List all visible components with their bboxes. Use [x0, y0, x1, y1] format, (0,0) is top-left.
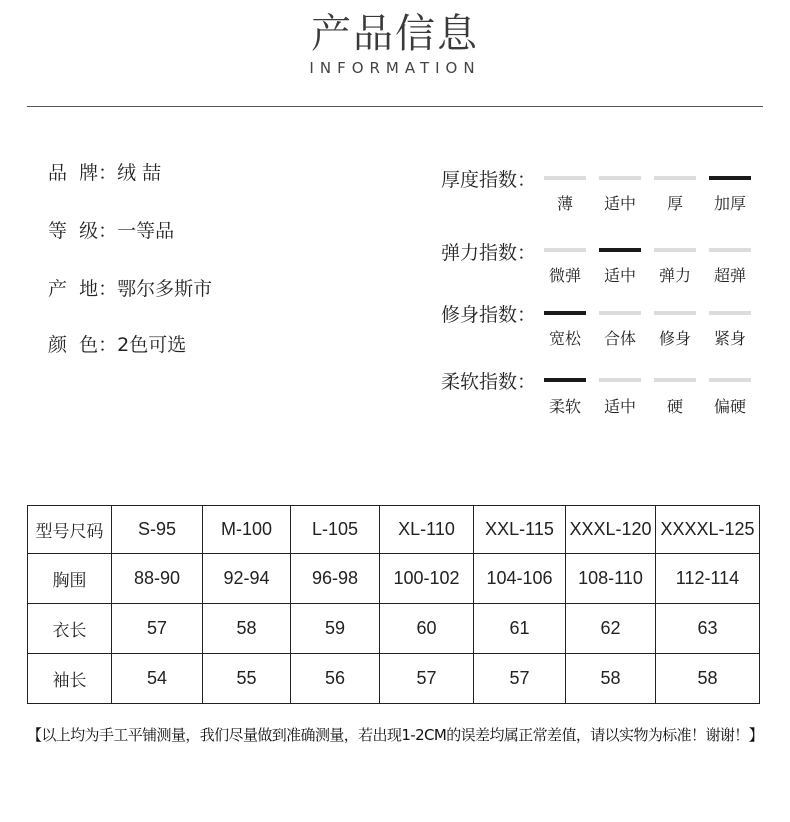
softness-scale-option: 硬 [666, 397, 683, 416]
fit-scale-option: 修身 [658, 329, 691, 348]
fit-index-label: 修身指数： [441, 304, 537, 326]
table-cell: 112-114 [656, 554, 760, 604]
elasticity-scale-option: 微弹 [548, 266, 581, 285]
table-header-cell: 型号尺码 [28, 506, 112, 554]
info-row-grade [48, 216, 174, 243]
fit-scale-option: 合体 [603, 329, 636, 348]
table-cell: 60 [380, 604, 474, 654]
fit-scale-bar-4 [709, 311, 751, 315]
softness-index-label: 柔软指数： [441, 371, 537, 393]
elasticity-scale-bar-1 [544, 248, 586, 252]
info-value: 一等品 [117, 220, 175, 242]
page-title: 产品信息 [311, 11, 479, 57]
info-value: 鄂尔多斯市 [117, 278, 213, 300]
thickness-scale-option: 适中 [603, 194, 636, 213]
table-cell: 57 [112, 604, 203, 654]
info-label: 产 地 [48, 278, 99, 300]
table-row [28, 604, 760, 654]
info-sep: ： [98, 278, 118, 300]
softness-scale-bar-2 [599, 378, 641, 382]
thickness-scale-option: 加厚 [713, 194, 746, 213]
elasticity-index-label: 弹力指数： [441, 242, 537, 264]
thickness-index-label: 厚度指数： [441, 169, 537, 191]
table-row [28, 554, 760, 604]
table-cell: 92-94 [203, 554, 291, 604]
thickness-scale-bar-3 [654, 176, 696, 180]
page-subtitle: INFORMATION [309, 59, 481, 77]
info-value: 2色可选 [117, 334, 187, 356]
table-cell: 胸围 [28, 554, 112, 604]
info-row-origin [48, 274, 212, 301]
size-table [27, 505, 760, 704]
table-cell: 58 [656, 654, 760, 704]
softness-scale-bar-1 [544, 378, 586, 382]
table-row [28, 654, 760, 704]
table-header-cell: XXL-115 [474, 506, 566, 554]
info-sep: ： [98, 220, 118, 242]
table-cell: 衣长 [28, 604, 112, 654]
table-cell: 58 [566, 654, 656, 704]
table-header-cell: L-105 [291, 506, 380, 554]
elasticity-scale-bar-4 [709, 248, 751, 252]
table-cell: 54 [112, 654, 203, 704]
thickness-scale-bar-1 [544, 176, 586, 180]
table-cell: 59 [291, 604, 380, 654]
table-cell: 108-110 [566, 554, 656, 604]
softness-scale-option: 适中 [603, 397, 636, 416]
elasticity-scale-bar-2 [599, 248, 641, 252]
table-header-cell: XXXL-120 [566, 506, 656, 554]
table-header-cell: XL-110 [380, 506, 474, 554]
elasticity-scale-option: 适中 [603, 266, 636, 285]
info-value: 绒 喆 [117, 162, 162, 184]
info-row-color [48, 330, 186, 357]
elasticity-scale-option: 弹力 [658, 266, 691, 285]
thickness-scale-bar-4 [709, 176, 751, 180]
elasticity-scale-bar-3 [654, 248, 696, 252]
elasticity-scale-option: 超弹 [713, 266, 746, 285]
table-header-cell: M-100 [203, 506, 291, 554]
info-row-brand [48, 158, 161, 185]
softness-scale-bar-4 [709, 378, 751, 382]
info-label: 等 级 [48, 220, 99, 242]
table-header-cell: XXXXL-125 [656, 506, 760, 554]
softness-scale-option: 柔软 [548, 397, 581, 416]
fit-scale-bar-1 [544, 311, 586, 315]
fit-scale-option: 紧身 [713, 329, 746, 348]
table-cell: 58 [203, 604, 291, 654]
thickness-scale-option: 厚 [666, 194, 683, 213]
thickness-scale-option: 薄 [556, 194, 573, 213]
softness-scale-option: 偏硬 [713, 397, 746, 416]
table-cell: 96-98 [291, 554, 380, 604]
table-cell: 63 [656, 604, 760, 654]
table-cell: 袖长 [28, 654, 112, 704]
info-sep: ： [98, 162, 118, 184]
table-cell: 104-106 [474, 554, 566, 604]
fit-scale-option: 宽松 [548, 329, 581, 348]
title-divider [27, 106, 763, 107]
fit-scale-bar-2 [599, 311, 641, 315]
measurement-note: 【以上均为手工平铺测量，我们尽量做到准确测量，若出现1-2CM的误差均属正常差值，请以实物为标准！谢谢！】 [26, 726, 764, 744]
info-label: 颜 色 [48, 334, 99, 356]
info-label: 品 牌 [48, 162, 99, 184]
info-sep: ： [98, 334, 118, 356]
softness-scale-bar-3 [654, 378, 696, 382]
thickness-scale-bar-2 [599, 176, 641, 180]
table-cell: 57 [380, 654, 474, 704]
table-header-cell: S-95 [112, 506, 203, 554]
table-cell: 100-102 [380, 554, 474, 604]
table-cell: 57 [474, 654, 566, 704]
table-header-row [28, 506, 760, 554]
table-cell: 61 [474, 604, 566, 654]
table-cell: 88-90 [112, 554, 203, 604]
table-cell: 55 [203, 654, 291, 704]
fit-scale-bar-3 [654, 311, 696, 315]
table-cell: 62 [566, 604, 656, 654]
table-cell: 56 [291, 654, 380, 704]
